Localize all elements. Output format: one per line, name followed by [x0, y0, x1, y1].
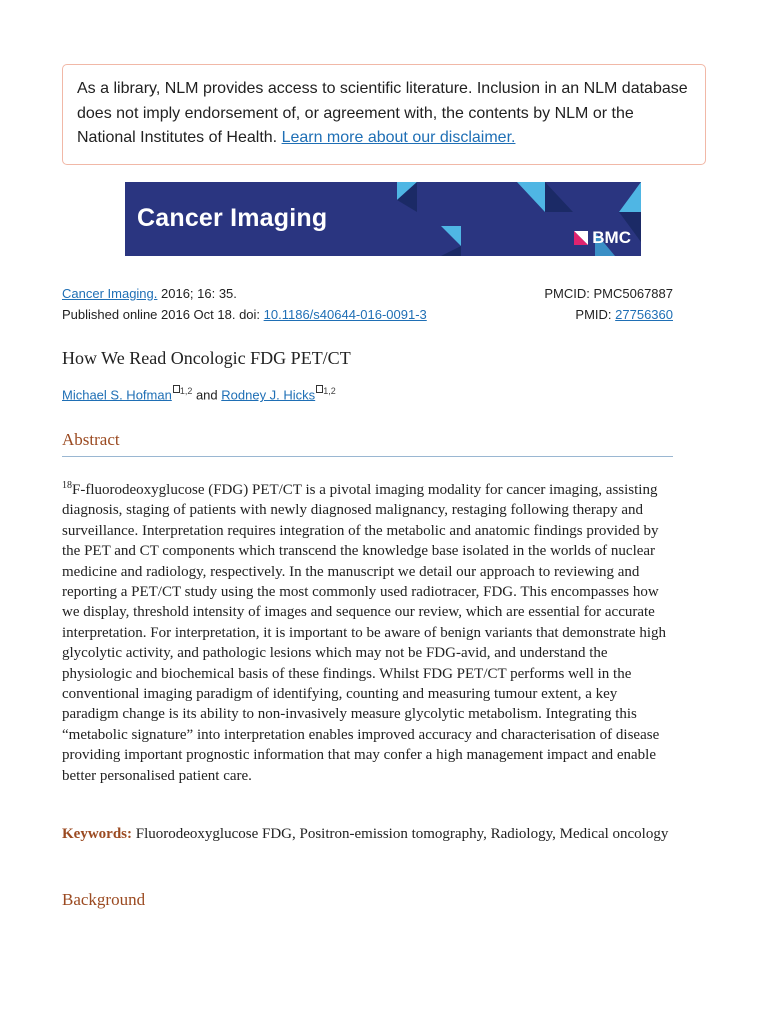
disclaimer-link[interactable]: Learn more about our disclaimer.	[281, 129, 516, 146]
abstract-text	[62, 476, 677, 786]
journal-banner[interactable]	[125, 182, 641, 256]
pmcid: PMCID: PMC5067887	[544, 286, 673, 301]
pmid-link[interactable]: 27756360	[615, 307, 673, 322]
author-list	[62, 386, 336, 402]
author-link[interactable]: Michael S. Hofman	[62, 387, 172, 403]
author-affiliation: 1,2	[323, 386, 336, 396]
divider	[62, 456, 673, 457]
mail-icon[interactable]	[173, 385, 180, 393]
publication-line	[62, 307, 673, 322]
isotope-superscript: 18	[62, 480, 72, 491]
disclaimer-box	[62, 64, 706, 165]
pmid-row	[575, 307, 673, 322]
keywords-list: Fluorodeoxyglucose FDG, Positron-emission tomography, Radiology, Medical oncology	[132, 826, 669, 842]
bmc-logo-icon	[574, 231, 588, 245]
journal-link[interactable]: Cancer Imaging.	[62, 286, 158, 301]
abstract-body: F-fluorodeoxyglucose (FDG) PET/CT is a pivotal imaging modality for cancer imaging, assisting diagnosis, staging of patients with newly diagnosed malignancy, restaging following therapy and surveillance. Interpretation requires integration of the metabolic and anatomic findings provided by the PET and CT components which transcend the knowledge base isolated in the worlds of nuclear medicine and radiology, respectively. In the manuscript we detail our approach to reviewing and reporting a PET/CT study using the most commonly used radiotracer, FDG. This encompasses how we display, threshold intensity of images and sequence our review, which are essential for accurate interpretation. For interpretation, it is important to be aware of benign variants that demonstrate high glycolytic activity, and pathologic lesions which may not be FDG-avid, and understand the physiologic and biochemical basis of these findings. Whilst FDG PET/CT performs well in the conventional imaging paradigm of identifying, counting and measuring tumour extent, a key paradigm change is its ability to non-invasively measure glycolytic metabolism. Integrating this “metabolic signature” into interpretation enables improved accuracy and characterisation of disease providing important prognostic information that may confer a high management impact and enable better personalised patient care.	[62, 482, 666, 784]
author-affiliation: 1,2	[179, 386, 193, 396]
pmid-label: PMID:	[575, 307, 616, 322]
keywords-label: Keywords:	[62, 826, 132, 842]
abstract-heading: Abstract	[62, 430, 120, 449]
author-link[interactable]: Rodney J. Hicks	[221, 387, 316, 403]
journal-volume: 2016; 16: 35.	[157, 286, 237, 301]
author-separator: and	[192, 387, 222, 403]
background-heading: Background	[62, 890, 146, 909]
disclaimer-text: As a library, NLM provides access to scientific literature. Inclusion in an NLM database does not imply endorsement of, or agreement with, the contents by NLM or the National Institutes of Health.	[77, 80, 688, 146]
mail-icon[interactable]	[316, 385, 323, 393]
published-date: Published online 2016 Oct 18. doi:	[62, 307, 264, 322]
citation-line	[62, 286, 673, 301]
bmc-logo-text: BMC	[592, 228, 631, 247]
article-title: How We Read Oncologic FDG PET/CT	[62, 348, 351, 368]
keywords	[62, 824, 677, 844]
banner-journal-title: Cancer Imaging	[137, 204, 328, 232]
bmc-logo	[574, 228, 631, 248]
doi-link[interactable]: 10.1186/s40644-016-0091-3	[263, 307, 427, 322]
